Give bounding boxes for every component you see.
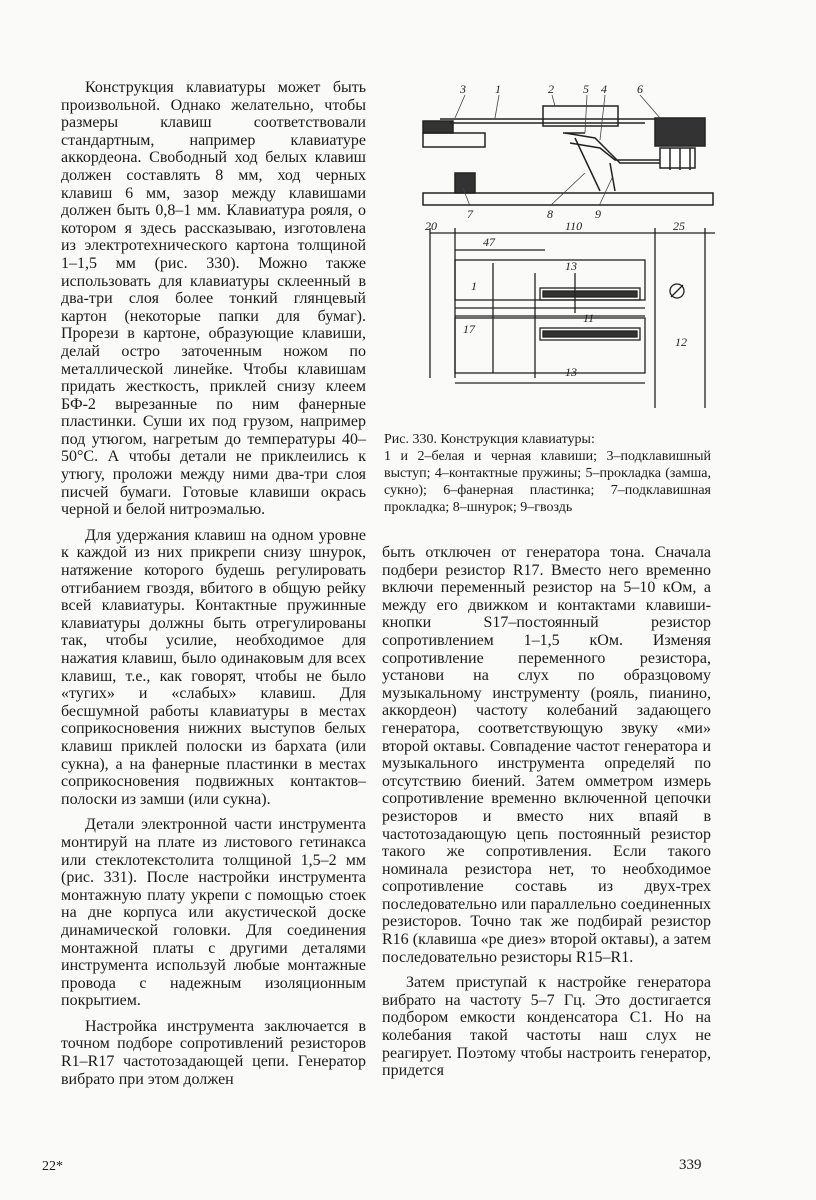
dim-110: 110 xyxy=(565,219,583,233)
dim-12: 12 xyxy=(675,335,687,349)
side-section-view xyxy=(423,106,713,205)
caption-label: Рис. 330. Конструкция клавиатуры: xyxy=(384,432,595,447)
dim-17: 17 xyxy=(463,322,475,336)
callout-7: 7 xyxy=(467,207,473,221)
paragraph: Для удержания клавиш на одном уровне к каждой из них прикрепи снизу шнурок, натяжение которого будешь регулировать отгибанием гвоздя, вбитого в общую рейку всей клавиатуры. Контактные пружинные клавиатуры должны быть отрегулированы так, чтобы усилие, необходимое для нажатия клавиш, было одинаковым для всех клавиш, т.е., как говорят, чтобы не было «тугих» и «слабых» клавиш. Для бесшумной работы клавиатуры в местах соприкосновения нижних выступов белых клавиш приклей полоски из бархата (или сукна), а на фанерные пластинки в местах соприкосновения подвижных контактов–полоски из замши (или сукна). xyxy=(61,526,366,808)
paragraph: Конструкция клавиатуры может быть произвольной. Однако желательно, чтобы размеры клавиш соответствовали стандартным, например клавиатуре аккордеона. Свободный ход белых клавиш должен составлять 8 мм, ход черных клавиш 6 мм, зазор между клавишами должен быть 0,8–1 мм. Клавиатура рояля, о котором я здесь рассказываю, изготовлена из электротехнического картона толщиной 1–1,5 мм (рис. 330). Можно также использовать для клавиатуры склеенный в два-три слоя более тонкий глянцевый картон (некоторые папки для бумаг). Прорези в картоне, образующие клавиши, делай остро заточенным ножом по металлической линейке. Чтобы клавишам придать жесткость, приклей снизу клеем БФ-2 вырезанные по ним фанерные пластинки. Суши их под грузом, например под утюгом, нагретым до температуры 40–50°С. А чтобы детали не приклеились к утюгу, проложи между ними два-три слоя писчей бумаги. Готовые клавиши окрась черной и белой нитроэмалью. xyxy=(61,79,366,519)
dim-47: 47 xyxy=(483,235,495,249)
callout-1: 1 xyxy=(495,82,501,96)
dim-11: 11 xyxy=(583,311,595,325)
caption-text: 1 и 2–белая и черная клавиши; 3–подклавишный выступ; 4–контактные пружины; 5–прокладка (замша, сукно); 6–фанерная пластинка; 7–подклавишная прокладка; 8–шнурок; 9–гвоздь xyxy=(384,449,711,515)
callout-4: 4 xyxy=(601,82,607,96)
right-text-column xyxy=(382,544,711,1088)
callout-3: 3 xyxy=(460,82,466,96)
keyboard-diagram xyxy=(415,78,715,428)
callout-6: 6 xyxy=(637,82,643,96)
paragraph: быть отключен от генератора тона. Сначала подбери резистор R17. Вместо него временно включи переменный резистор на 5–10 кОм, а между его движком и контактами клавиши-кнопки S17–постоянный резистор сопротивлением 1–1,5 кОм. Изменяя сопротивление переменного резистора, установи на слух по образцовому музыкальному инструменту (рояль, пианино, аккордеон) частоту колебаний задающего генератора, соответствующую звуку «ми» второй октавы. Совпадение частот генератора и музыкального инструмента определяй по отсутствию биений. Затем омметром измерь сопротивление временно включенной цепочки резисторов и вместо них впаяй в частотозадающую цепь постоянный резистор такого же сопротивления. Если такого номинала резистора нет, то необходимое сопротивление составь из двух-трех последовательно или параллельно соединенных резисторов. Точно так же подбирай резистор R16 (клавиша «ре диез» второй октавы), а затем последовательно резисторы R15–R1. xyxy=(382,544,711,966)
callout-labels xyxy=(459,82,643,221)
page-number: 339 xyxy=(679,1157,702,1173)
left-text-column xyxy=(61,79,366,1096)
paragraph: Настройка инструмента заключается в точном подборе сопротивлений резисторов R1–R17 частотозадающей цепи. Генератор вибрато при этом должен xyxy=(61,1017,366,1088)
callout-9: 9 xyxy=(595,207,601,221)
callout-8: 8 xyxy=(547,207,553,221)
figure-caption xyxy=(384,431,711,516)
callout-5: 5 xyxy=(583,82,589,96)
paragraph: Детали электронной части инструмента монтируй на плате из листового гетинакса или стеклотекстолита толщиной 1,5–2 мм (рис. 331). После настройки инструмента монтажную плату укрепи с помощью стоек на дне корпуса или акустической доске динамической головки. Для соединения монтажной платы с другими деталями инструмента используй любые монтажные провода с надежным изоляционным покрытием. xyxy=(61,816,366,1010)
dim-13-top: 13 xyxy=(565,259,577,273)
top-plan-view xyxy=(430,228,715,408)
keyboard-construction-figure xyxy=(415,78,715,428)
dim-25: 25 xyxy=(673,219,685,233)
callout-2: 2 xyxy=(548,82,554,96)
paragraph: Затем приступай к настройке генератора вибрато на частоту 5–7 Гц. Это достигается подбором емкости конденсатора С1. Но на колебания такой частоты наш слух не реагирует. Поэтому чтобы настроить генератор, придется xyxy=(382,974,711,1080)
dim-13-bottom: 13 xyxy=(565,365,577,379)
dimension-labels xyxy=(425,219,687,379)
signature-mark: 22* xyxy=(42,1159,63,1174)
dim-1: 1 xyxy=(471,279,477,293)
callout-leaders xyxy=(455,95,660,206)
dim-20: 20 xyxy=(425,219,437,233)
